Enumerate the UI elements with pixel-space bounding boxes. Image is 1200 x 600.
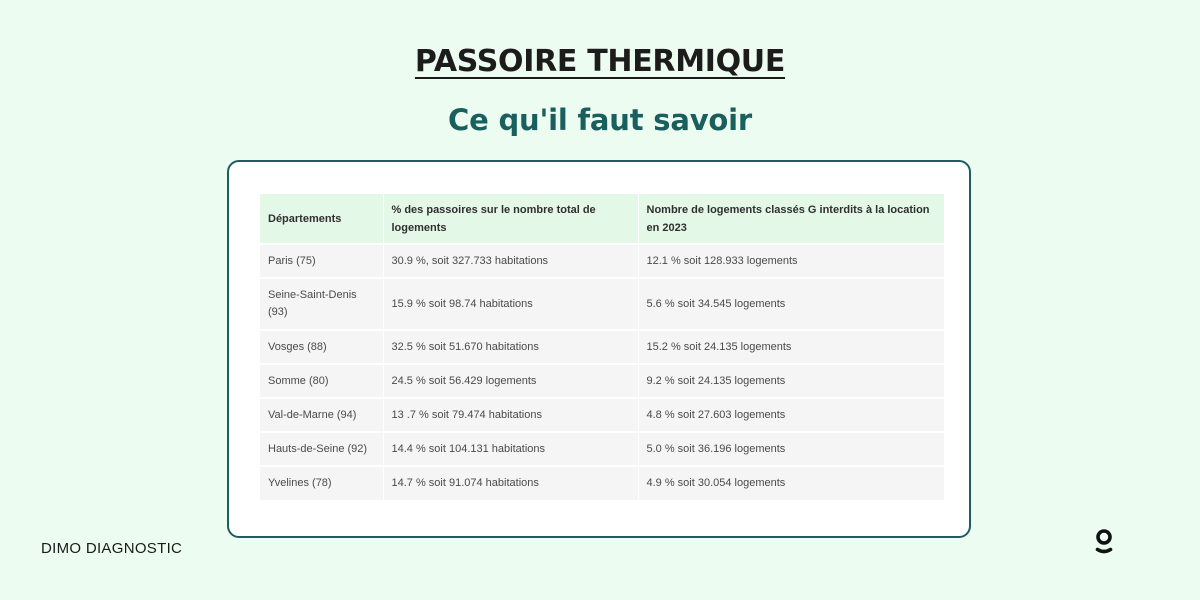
cell-logements-g: 5.6 % soit 34.545 logements xyxy=(638,278,944,330)
brand-name: DIMO DIAGNOSTIC xyxy=(41,540,183,557)
cell-logements-g: 9.2 % soit 24.135 logements xyxy=(638,364,944,398)
data-table xyxy=(260,194,945,500)
table-row xyxy=(260,278,944,330)
dimo-logo-icon xyxy=(1094,528,1114,554)
cell-logements-g: 5.0 % soit 36.196 logements xyxy=(638,432,944,466)
table-header xyxy=(260,194,944,244)
cell-percent-passoires: 32.5 % soit 51.670 habitations xyxy=(383,330,638,364)
cell-percent-passoires: 30.9 %, soit 327.733 habitations xyxy=(383,244,638,278)
table-card xyxy=(227,160,971,538)
cell-percent-passoires: 24.5 % soit 56.429 logements xyxy=(383,364,638,398)
cell-departement: Vosges (88) xyxy=(260,330,383,364)
table-header-row xyxy=(260,194,944,244)
table-row xyxy=(260,398,944,432)
cell-logements-g: 15.2 % soit 24.135 logements xyxy=(638,330,944,364)
cell-logements-g: 4.8 % soit 27.603 logements xyxy=(638,398,944,432)
cell-logements-g: 4.9 % soit 30.054 logements xyxy=(638,466,944,500)
table-row xyxy=(260,466,944,500)
cell-percent-passoires: 14.4 % soit 104.131 habitations xyxy=(383,432,638,466)
cell-percent-passoires: 14.7 % soit 91.074 habitations xyxy=(383,466,638,500)
table-row xyxy=(260,244,944,278)
column-header-logements-g: Nombre de logements classés G interdits à la location en 2023 xyxy=(638,194,944,244)
cell-percent-passoires: 15.9 % soit 98.74 habitations xyxy=(383,278,638,330)
table-body xyxy=(260,244,944,500)
cell-departement: Seine-Saint-Denis (93) xyxy=(260,278,383,330)
cell-percent-passoires: 13 .7 % soit 79.474 habitations xyxy=(383,398,638,432)
cell-departement: Val-de-Marne (94) xyxy=(260,398,383,432)
page-title-text: PASSOIRE THERMIQUE xyxy=(414,44,786,79)
column-header-departements: Départements xyxy=(260,194,383,244)
column-header-percent-passoires: % des passoires sur le nombre total de logements xyxy=(383,194,638,244)
table-row xyxy=(260,364,944,398)
table-row xyxy=(260,432,944,466)
table-row xyxy=(260,330,944,364)
page-subtitle: Ce qu'il faut savoir xyxy=(448,103,752,137)
cell-departement: Hauts-de-Seine (92) xyxy=(260,432,383,466)
cell-departement: Paris (75) xyxy=(260,244,383,278)
cell-departement: Somme (80) xyxy=(260,364,383,398)
page-title xyxy=(0,40,1200,84)
cell-departement: Yvelines (78) xyxy=(260,466,383,500)
cell-logements-g: 12.1 % soit 128.933 logements xyxy=(638,244,944,278)
